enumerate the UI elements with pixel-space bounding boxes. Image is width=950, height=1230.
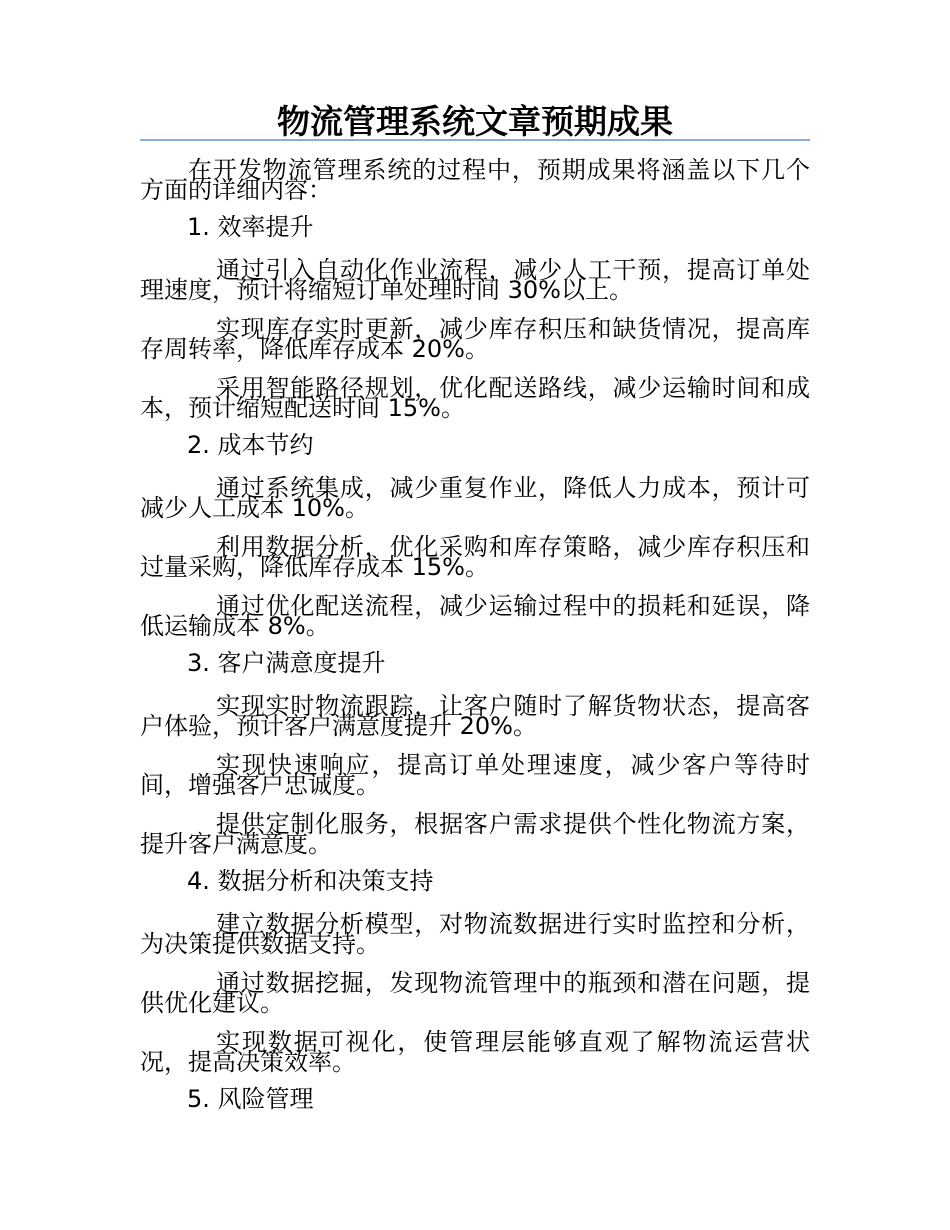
- list-item: 实现快速响应，提高订单处理速度，减少客户等待时间，增强客户忠诚度。: [140, 751, 810, 799]
- list-item: 实现实时物流跟踪，让客户随时了解货物状态，提高客户体验，预计客户满意度提升 20%。: [140, 692, 810, 740]
- section-heading-data-analysis: 4. 数据分析和决策支持: [187, 867, 434, 895]
- list-item: 通过引入自动化作业流程，减少人工干预，提高订单处理速度，预计将缩短订单处理时间 30%以上。: [140, 256, 810, 304]
- section-heading-cost-saving: 2. 成本节约: [187, 431, 314, 459]
- list-item: 通过优化配送流程，减少运输过程中的损耗和延误，降低运输成本 8%。: [140, 592, 810, 640]
- list-item: 实现库存实时更新，减少库存积压和缺货情况，提高库存周转率，降低库存成本 20%。: [140, 315, 810, 363]
- document-body: [140, 156, 810, 1113]
- section-heading-risk-management: 5. 风险管理: [187, 1085, 314, 1113]
- list-item: 提供定制化服务，根据客户需求提供个性化物流方案，提升客户满意度。: [140, 810, 810, 858]
- list-item: 采用智能路径规划，优化配送路线，减少运输时间和成本，预计缩短配送时间 15%。: [140, 374, 810, 422]
- list-item: 利用数据分析，优化采购和库存策略，减少库存积压和过量采购，降低库存成本 15%。: [140, 533, 810, 581]
- list-item: 通过系统集成，减少重复作业，降低人力成本，预计可减少人工成本 10%。: [140, 474, 810, 522]
- document-title: 物流管理系统文章预期成果: [277, 102, 673, 141]
- list-item: 建立数据分析模型，对物流数据进行实时监控和分析，为决策提供数据支持。: [140, 910, 810, 958]
- title-underline: [140, 139, 810, 141]
- section-heading-customer-satisfaction: 3. 客户满意度提升: [187, 649, 386, 677]
- section-heading-efficiency: 1. 效率提升: [187, 213, 314, 241]
- intro-paragraph: 在开发物流管理系统的过程中，预期成果将涵盖以下几个方面的详细内容：: [140, 156, 810, 204]
- list-item: 实现数据可视化，使管理层能够直观了解物流运营状况，提高决策效率。: [140, 1028, 810, 1076]
- list-item: 通过数据挖掘，发现物流管理中的瓶颈和潜在问题，提供优化建议。: [140, 969, 810, 1017]
